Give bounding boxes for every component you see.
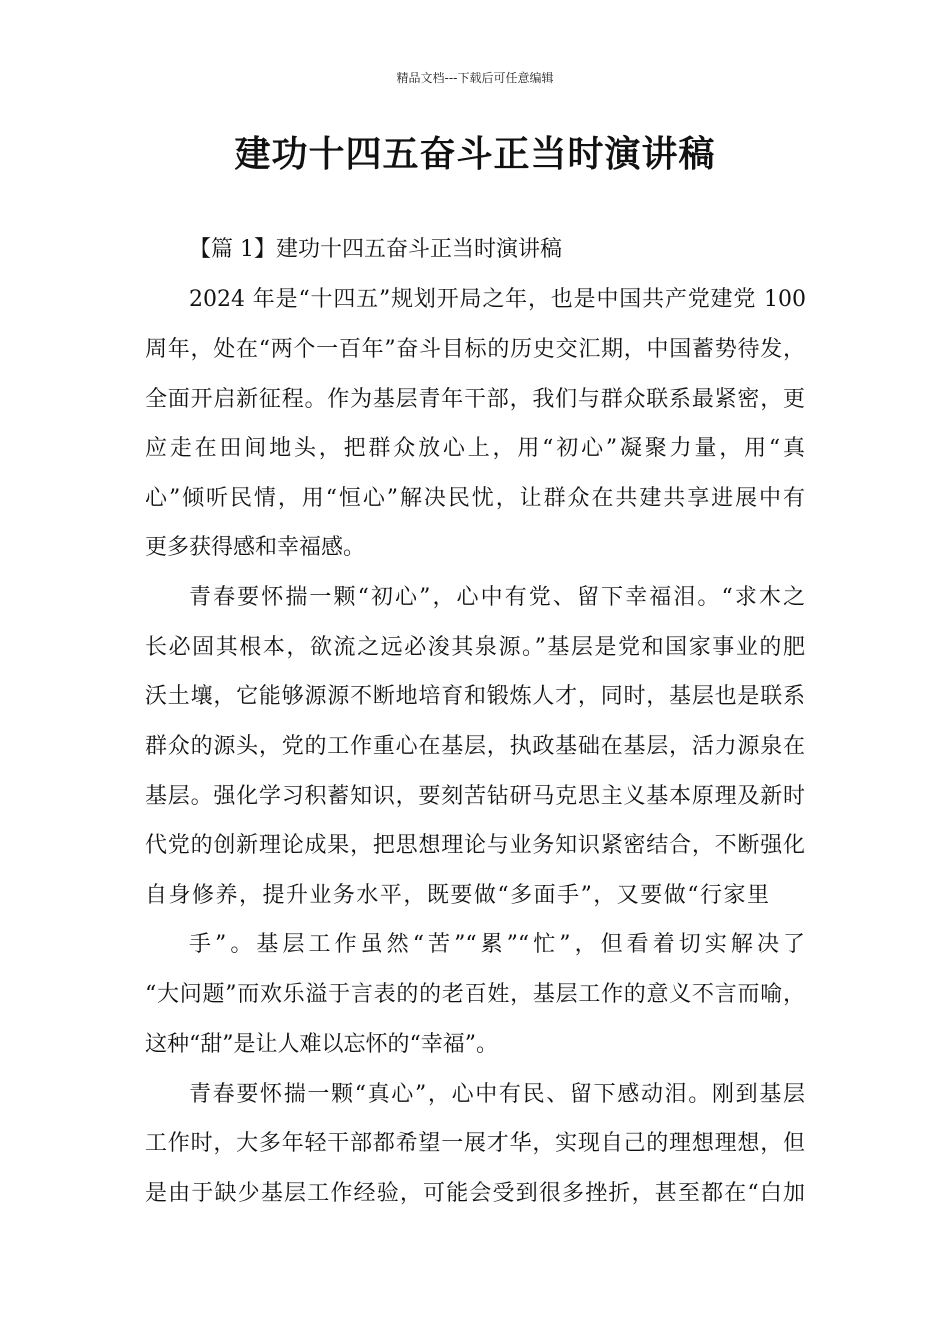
paragraph-line: 群众的源头，党的工作重心在基层，执政基础在基层，活力源泉在 [145, 734, 805, 759]
paragraph-line: 全面开启新征程。作为基层青年干部，我们与群众联系最紧密，更 [145, 387, 805, 412]
page-title: 建功十四五奋斗正当时演讲稿 [234, 134, 716, 175]
paragraph-line: 2024 年是“十四五”规划开局之年，也是中国共产党建党 100 [189, 287, 806, 312]
paragraph-line: 青春要怀揣一颗“真心”，心中有民、留下感动泪。刚到基层 [189, 1082, 805, 1107]
section-heading: 【篇 1】建功十四五奋斗正当时演讲稿 [189, 237, 562, 262]
paragraph-line: 是由于缺少基层工作经验，可能会受到很多挫折，甚至都在“白加 [145, 1181, 805, 1206]
paragraph-line: 心”倾听民情，用“恒心”解决民忧，让群众在共建共享进展中有 [145, 486, 805, 511]
paragraph-line: 更多获得感和幸福感。 [145, 535, 366, 560]
paragraph-line: 代党的创新理论成果，把思想理论与业务知识紧密结合，不断强化 [145, 833, 805, 858]
paragraph-line: 工作时，大多年轻干部都希望一展才华，实现自己的理想理想，但 [145, 1131, 805, 1156]
header-note: 精品文档---下载后可任意编辑 [396, 71, 554, 85]
paragraph-line: 基层。强化学习积蓄知识，要刻苦钻研马克思主义基本原理及新时 [145, 784, 805, 809]
paragraph-line: 应走在田间地头，把群众放心上，用“初心”凝聚力量，用“真 [145, 436, 805, 461]
paragraph-line: 沃土壤，它能够源源不断地培育和锻炼人才，同时，基层也是联系 [145, 684, 805, 709]
paragraph-line: 周年，处在“两个一百年”奋斗目标的历史交汇期，中国蓄势待发， [145, 337, 805, 362]
paragraph-line: “大问题”而欢乐溢于言表的的老百姓，基层工作的意义不言而喻， [145, 982, 805, 1007]
paragraph-line: 这种“甜”是让人难以忘怀的“幸福”。 [145, 1032, 498, 1057]
paragraph-line: 自身修养，提升业务水平，既要做“多面手”，又要做“行家里 [145, 883, 769, 908]
paragraph-line: 长必固其根本，欲流之远必浚其泉源。”基层是党和国家事业的肥 [145, 635, 805, 660]
paragraph-line: 手”。基层工作虽然“苦”“累”“忙”，但看着切实解决了 [189, 932, 805, 957]
paragraph-line: 青春要怀揣一颗“初心”，心中有党、留下幸福泪。“求木之 [189, 585, 805, 610]
